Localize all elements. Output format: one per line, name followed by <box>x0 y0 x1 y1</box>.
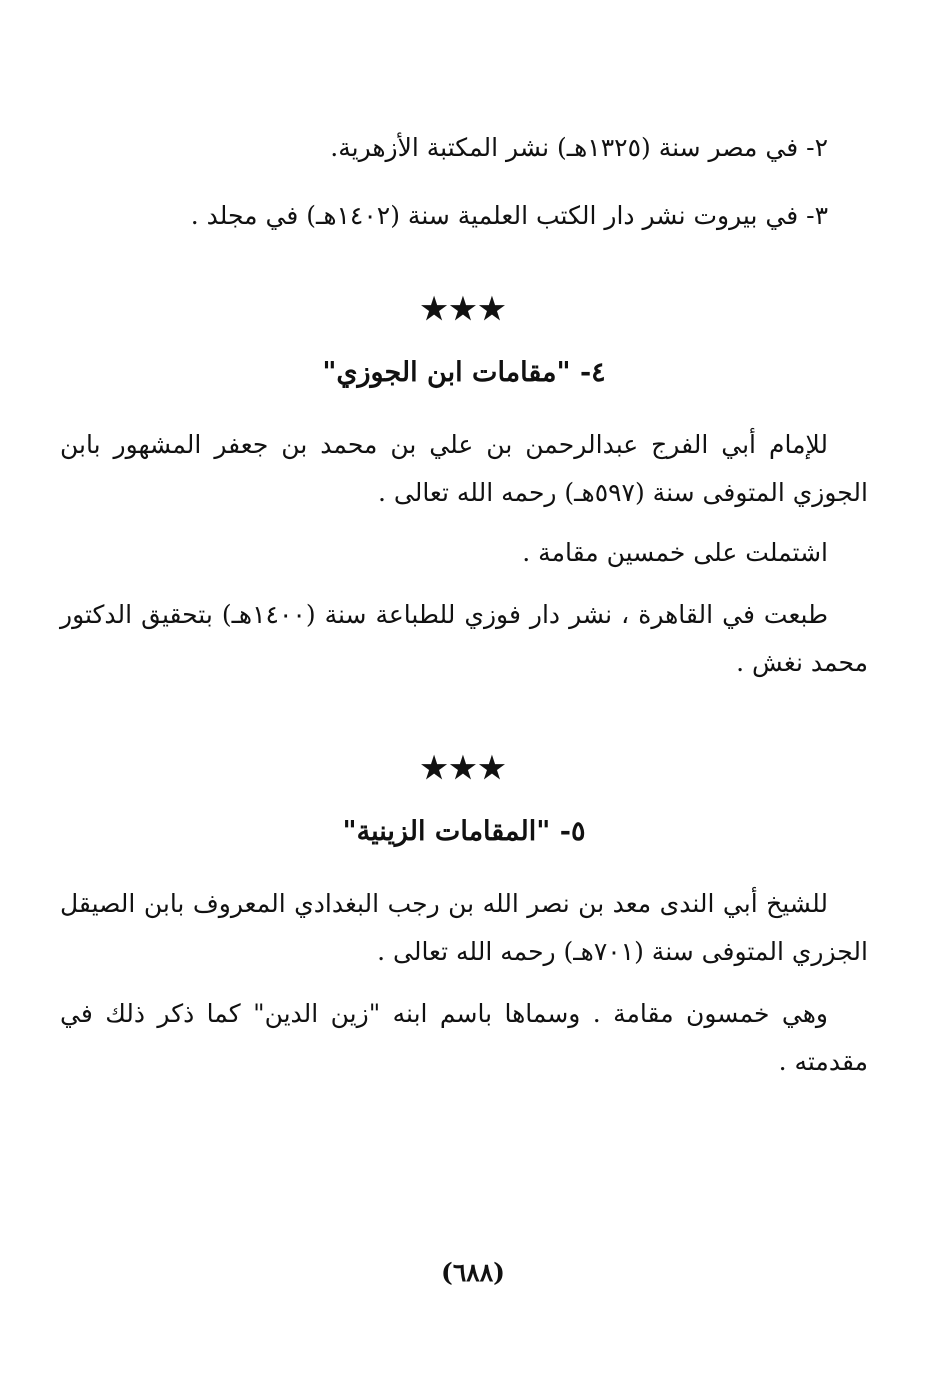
section-5-author: للشيخ أبي الندى معد بن نصر الله بن رجب البغدادي المعروف بابن الصيقل الجزري المتوفى سنة (٧٠١هـ) رحمه الله تعالى . <box>60 889 868 966</box>
section-4-contents: اشتملت على خمسين مقامة . <box>522 538 828 567</box>
section-4-printing: طبعت في القاهرة ، نشر دار فوزي للطباعة سنة (١٤٠٠هـ) بتحقيق الدكتور محمد نغش . <box>60 600 868 677</box>
list-item-2: ٢- في مصر سنة (١٣٢٥هـ) نشر المكتبة الأزهرية. <box>330 133 828 162</box>
section-5-heading: ٥- "المقامات الزينية" <box>342 816 586 847</box>
section-4-author: للإمام أبي الفرج عبدالرحمن بن علي بن محمد بن جعفر المشهور بابن الجوزي المتوفى سنة (٥٩٧هـ) رحمه الله تعالى . <box>60 430 868 507</box>
separator-stars: ★★★ <box>420 751 508 786</box>
section-5-contents: وهي خمسون مقامة . وسماها باسم ابنه "زين الدين" كما ذكر ذلك في مقدمته . <box>60 999 868 1076</box>
page-content <box>60 110 868 1086</box>
section-4-heading: ٤- "مقامات ابن الجوزي" <box>322 357 606 388</box>
list-item-3: ٣- في بيروت نشر دار الكتب العلمية سنة (١٤٠٢هـ) في مجلد . <box>190 201 828 230</box>
page-number: (٦٨٨) <box>441 1258 505 1287</box>
separator-stars: ★★★ <box>420 292 508 327</box>
